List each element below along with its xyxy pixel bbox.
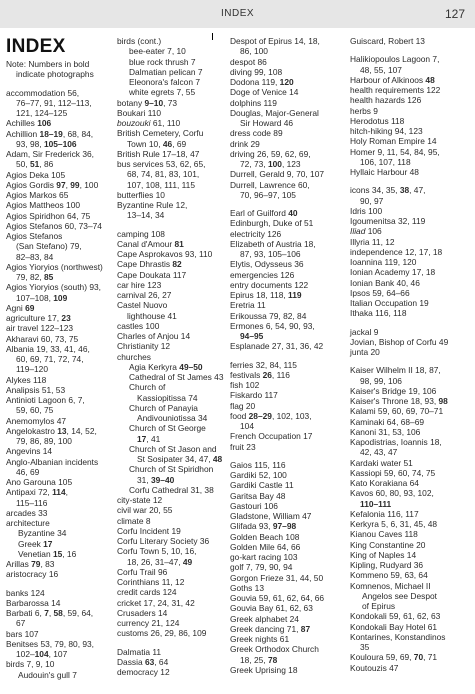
index-subentry: Venetian 15, 16 — [18, 548, 77, 559]
index-entry-continuation: 115–116 — [16, 497, 48, 508]
index-entry-continuation: 79, 82, 85 — [16, 272, 54, 282]
index-entry-continuation: Town 10, 46, 69 — [127, 138, 187, 149]
page-number: 127 — [444, 7, 465, 21]
index-entry: Greek alphabet 24 — [230, 613, 299, 624]
index-subentry: Byzantine 34 — [18, 528, 67, 539]
index-entry: Golden Beach 108 — [230, 531, 300, 542]
index-entry: carnival 26, 27 — [117, 290, 172, 300]
index-entry: Adam, Sir Frederick 36, — [6, 149, 94, 159]
index-entry: Albania 19, 33, 41, 46, — [6, 343, 90, 354]
index-entry: bus services 53, 62, 65, — [117, 159, 206, 169]
index-entry: Elytis, Odysseus 36 — [230, 259, 304, 270]
index-entry-continuation: 59, 60, 75 — [16, 405, 54, 416]
index-subentry: Agia Kerkyra 49–50 — [129, 361, 203, 372]
index-entry: Kerkyra 5, 6, 31, 45, 48 — [350, 519, 438, 529]
index-entry: Kondokali 59, 61, 62, 63 — [350, 611, 441, 622]
index-subentry: bee-eater 7, 10 — [129, 46, 186, 57]
index-entry: Cape Asprokavos 93, 110 — [117, 249, 213, 259]
index-entry: Greek Orthodox Church — [230, 644, 319, 655]
index-entry: Ithaka 116, 118 — [350, 308, 407, 319]
index-entry: Ioannina 119, 120 — [350, 257, 417, 267]
index-entry: golf 7, 79, 90, 94 — [230, 562, 293, 573]
index-subentry: Dalmatian pelican 7 — [129, 66, 203, 77]
index-entry: Kefalonia 116, 117 — [350, 508, 419, 519]
index-entry-continuation: 72, 73, 100, 123 — [240, 159, 301, 169]
index-entry-continuation: 76–77, 91, 112–113, — [16, 97, 92, 108]
index-entry: Agios Deka 105 — [6, 169, 66, 180]
index-subentry: Eleonora's falcon 7 — [129, 77, 200, 87]
index-entry: electricity 126 — [230, 228, 282, 239]
note-line: Note: Numbers in bold — [6, 59, 90, 69]
index-entry: ferries 32, 84, 115 — [230, 359, 297, 370]
index-entry: Eretria 11 — [230, 300, 266, 311]
entries-col3 — [230, 36, 334, 675]
index-entry: fruit 23 — [230, 441, 256, 452]
index-subentry: Cathedral of St James 43 — [129, 372, 224, 382]
index-entry: Gladstone, William 47 — [230, 511, 312, 521]
index-entry: Iliad 106 — [350, 226, 382, 237]
index-entry: Gorgon Frieze 31, 44, 50 — [230, 572, 324, 583]
index-entry: Boukari 110 — [117, 107, 162, 118]
spacer — [6, 80, 110, 88]
index-column-3 — [230, 36, 334, 675]
spacer — [6, 580, 110, 588]
index-entry-continuation: 42, 43, 47 — [360, 447, 398, 458]
index-entry-continuation: Sir Howard 46 — [240, 118, 294, 128]
index-entry: Corfu Literary Society 36 — [117, 536, 210, 546]
index-entry: customs 26, 29, 86, 109 — [117, 628, 207, 639]
index-column-1 — [6, 36, 110, 680]
index-entry: Ionian Academy 17, 18 — [350, 267, 436, 278]
index-subentry: Greek 17 — [18, 538, 53, 549]
index-entry-continuation: 82–83, 84 — [16, 251, 54, 262]
index-entry: Crusaders 14 — [117, 607, 168, 618]
index-entry-continuation: 119–120 — [16, 364, 48, 375]
index-entry: Guiscard, Robert 13 — [350, 36, 425, 46]
entries-col1 — [6, 88, 110, 680]
index-entry: camping 108 — [117, 228, 165, 239]
index-entry: go-kart racing 103 — [230, 552, 298, 562]
index-entry: Illyria 11, 12 — [350, 236, 395, 247]
index-entry: Agios Stefanos — [6, 231, 63, 241]
index-entry: Ermones 6, 54, 90, 93, — [230, 320, 315, 331]
index-entry: Cape Doukata 117 — [117, 269, 187, 280]
index-entry: Agios Yioryios (northwest) — [6, 261, 103, 272]
index-entry: independence 12, 17, 18 — [350, 246, 443, 257]
index-entry: Kontarines, Konstandinos — [350, 631, 446, 642]
index-entry: Agni 69 — [6, 302, 35, 313]
index-entry: hitch-hiking 94, 123 — [350, 126, 423, 136]
index-entry: French Occupation 17 — [230, 431, 313, 442]
index-entry: Ionian Bank 40, 46 — [350, 277, 420, 288]
index-entry: Angelokastro 13, 14, 52, — [6, 425, 97, 436]
index-entry: British Rule 17–18, 47 — [117, 148, 200, 159]
index-entry: Barbarossa 14 — [6, 597, 61, 608]
index-subentry: Audouin's gull 7 — [18, 669, 77, 680]
index-entry: Agios Spiridhon 64, 75 — [6, 210, 91, 221]
index-subentry-continuation: Andivouniotissa 34 — [137, 413, 208, 423]
index-entry: churches — [117, 351, 151, 362]
index-entry: Jovian, Bishop of Corfu 49 — [350, 336, 449, 347]
index-entry: Byzantine Rule 12, — [117, 200, 188, 210]
index-entry: air travel 122–123 — [6, 323, 74, 334]
header-bar — [0, 0, 475, 28]
index-entry: Erikoussa 79, 82, 84 — [230, 310, 307, 321]
index-entry-continuation: 68, 74, 81, 83, 101, — [127, 169, 200, 180]
index-entry: Kaiser's Throne 18, 93, 98 — [350, 396, 448, 406]
index-entry: fish 102 — [230, 380, 260, 390]
index-entry: Gardiki 52, 100 — [230, 470, 287, 480]
spacer — [350, 319, 470, 327]
index-entry: Hyllaic Harbour 48 — [350, 167, 419, 177]
index-entry-continuation: 46, 69 — [16, 466, 40, 477]
index-entry: Garitsa Bay 48 — [230, 490, 286, 501]
index-entry: emergencies 126 — [230, 269, 295, 280]
index-entry: Angevins 14 — [6, 446, 53, 457]
index-entry: jackal 9 — [350, 326, 379, 337]
index-entry: Idris 100 — [350, 205, 383, 216]
index-entry: car hire 123 — [117, 279, 162, 290]
index-entry: Antipaxi 72, 114, — [6, 487, 68, 498]
index-entry-continuation: 107–108, 109 — [16, 292, 68, 303]
index-entry: health requirements 122 — [350, 85, 441, 95]
index-entry: birds (cont.) — [117, 36, 162, 46]
index-entry: Christianity 12 — [117, 341, 171, 352]
index-title: INDEX — [6, 36, 66, 57]
index-entry: Kaminaki 64, 68–69 — [350, 416, 425, 427]
index-entry: cricket 17, 24, 31, 42 — [117, 597, 195, 608]
index-entry: Greek dancing 71, 87 — [230, 623, 311, 634]
index-entry: castles 100 — [117, 320, 160, 331]
index-subentry: of Epirus — [362, 601, 396, 611]
index-entry: Agios Markos 65 — [6, 190, 69, 200]
index-entry: bars 107 — [6, 628, 39, 639]
index-subentry: white egrets 7, 55 — [129, 87, 196, 98]
spacer — [230, 200, 334, 208]
index-entry: Golden Mile 64, 66 — [230, 541, 301, 552]
index-entry: botany 9–10, 73 — [117, 97, 178, 108]
index-entry: Igoumenitsa 32, 119 — [350, 216, 426, 226]
entries-col4 — [350, 36, 470, 673]
index-entry: King Constantine 20 — [350, 539, 426, 550]
index-entry: dolphins 119 — [230, 97, 277, 108]
index-entry: bouzouki 61, 110 — [117, 118, 181, 128]
index-entry: Arillas 79, 83 — [6, 559, 55, 569]
index-entry: diving 99, 108 — [230, 66, 283, 77]
index-entry: Kalami 59, 60, 69, 70–71 — [350, 406, 444, 417]
index-entry-continuation: 94–95 — [240, 331, 264, 341]
index-entry: Agios Stefanos 60, 73–74 — [6, 220, 102, 231]
index-entry: Gouvia 59, 61, 62, 64, 66 — [230, 593, 325, 603]
index-entry: Komnenos, Michael II — [350, 580, 431, 591]
index-entry: Glifada 93, 97–98 — [230, 521, 297, 532]
index-entry: King of Naples 14 — [350, 549, 417, 560]
index-entry: dress code 89 — [230, 128, 283, 139]
index-entry-continuation: 67 — [16, 618, 26, 629]
index-entry: Anemomylos 47 — [6, 415, 67, 426]
spacer — [230, 352, 334, 360]
index-subentry: Corfu Cathedral 31, 38 — [129, 484, 214, 495]
index-entry: Kanoni 31, 53, 106 — [350, 426, 421, 437]
entries-col2 — [117, 36, 224, 677]
index-subentry-continuation: Kassiopitissa 74 — [137, 392, 198, 403]
text-cursor — [212, 33, 213, 40]
index-column-4 — [350, 36, 470, 673]
index-entry: icons 34, 35, 38, 47, — [350, 185, 426, 196]
index-entry: Antinioti Lagoon 6, 7, — [6, 395, 85, 405]
index-entry: despot 86 — [230, 56, 267, 67]
index-entry: Earl of Guilford 40 — [230, 208, 298, 218]
index-entry: Agios Mattheos 100 — [6, 200, 81, 211]
index-entry: Kavos 60, 80, 93, 102, — [350, 488, 434, 499]
index-entry: Charles of Anjou 14 — [117, 331, 191, 341]
index-entry: Kommeno 59, 63, 64 — [350, 570, 428, 581]
index-entry: Cape Dhrastis 82 — [117, 259, 182, 270]
index-entry-continuation: 93, 98, 105–106 — [16, 138, 77, 149]
index-entry: Dassia 63, 64 — [117, 656, 169, 667]
index-entry: Goths 13 — [230, 582, 264, 593]
index-entry: climate 8 — [117, 515, 151, 526]
index-subentry: Church of St Jason and — [129, 443, 217, 454]
index-subentry: Church of Panayia — [129, 402, 198, 413]
index-entry: entry documents 122 — [230, 279, 309, 290]
index-entry: Kassiopi 59, 60, 74, 75 — [350, 467, 436, 478]
index-entry-continuation: 102–104, 107 — [16, 649, 68, 659]
index-subentry: Church of — [129, 382, 166, 393]
index-entry-continuation: lighthouse 41 — [127, 310, 177, 321]
index-entry: Achilles 106 — [6, 118, 52, 129]
index-entry: Italian Occupation 19 — [350, 298, 429, 308]
index-entry: Gouvia Bay 61, 62, 63 — [230, 603, 313, 614]
index-entry: food 28–29, 102, 103, — [230, 410, 312, 421]
index-entry-continuation: 48, 55, 107 — [360, 64, 402, 75]
index-entry-continuation: 79, 86, 89, 100 — [16, 436, 72, 446]
index-subentry-continuation: 17, 41 — [137, 433, 161, 444]
index-entry: Edinburgh, Duke of 51 — [230, 218, 314, 229]
index-entry: Kondokali Bay Hotel 61 — [350, 621, 438, 632]
index-entry: Kaiser Wilhelm II 18, 87, — [350, 365, 441, 376]
index-entry: health hazards 126 — [350, 95, 422, 106]
index-entry: Agios Yioryios (south) 93, — [6, 282, 101, 293]
index-entry: Douglas, Major-General — [230, 107, 319, 118]
index-entry-continuation: 90, 97 — [360, 195, 384, 206]
index-subentry: blue rock thrush 7 — [129, 56, 196, 67]
index-entry: Corfu Trail 96 — [117, 566, 168, 577]
index-entry-continuation: 98, 99, 106 — [360, 375, 402, 386]
index-entry: Fiskardo 117 — [230, 390, 278, 401]
index-entry-continuation: 110–111 — [360, 498, 392, 509]
index-entry: democracy 12 — [117, 667, 170, 677]
index-entry: Epirus 18, 118, 119 — [230, 290, 302, 300]
index-entry-continuation: 13–14, 34 — [127, 210, 165, 221]
index-entry: Castel Nuovo — [117, 300, 168, 311]
index-subentry-continuation: 31, 39–40 — [137, 474, 175, 485]
index-entry: British Cemetery, Corfu — [117, 128, 204, 139]
index-entry: Barbati 6, 7, 58, 59, 64, — [6, 608, 94, 618]
spacer — [230, 452, 334, 460]
index-entry: city-state 12 — [117, 495, 163, 505]
index-entry: Corfu Incident 19 — [117, 525, 181, 536]
index-entry-continuation: 107, 108, 111, 115 — [127, 179, 195, 190]
index-entry-continuation: (San Stefano) 79, — [16, 241, 82, 252]
index-entry: Alykes 118 — [6, 374, 47, 385]
index-entry: birds 7, 9, 10 — [6, 659, 55, 670]
index-entry: Dalmatia 11 — [117, 646, 162, 657]
index-entry: festivals 26, 116 — [230, 369, 290, 380]
index-column-2 — [117, 36, 224, 677]
index-entry: Canal d'Amour 81 — [117, 238, 184, 249]
index-entry: Gardiki Castle 11 — [230, 480, 294, 491]
index-entry: currency 21, 124 — [117, 618, 180, 628]
index-entry: credit cards 124 — [117, 587, 177, 598]
index-entry: Gaios 115, 116 — [230, 459, 286, 470]
index-entry: junta 20 — [350, 347, 380, 357]
index-entry-continuation: 50, 51, 86 — [16, 159, 54, 170]
index-entry: Halikiopoulos Lagoon 7, — [350, 54, 440, 65]
spacer — [350, 177, 470, 185]
index-entry: banks 124 — [6, 587, 45, 598]
index-entry: flag 20 — [230, 400, 256, 411]
index-entry-continuation: 87, 93, 105–106 — [240, 249, 301, 259]
index-entry: Kaiser's Bridge 19, 106 — [350, 385, 437, 396]
index-entry: Corinthians 11, 12 — [117, 577, 185, 587]
index-entry: Ano Garouna 105 — [6, 477, 73, 487]
index-entry: Anglo-Albanian incidents — [6, 456, 99, 467]
index-entry-continuation: 18, 26, 31–47, 49 — [127, 556, 193, 567]
index-entry: Kipling, Rudyard 36 — [350, 560, 424, 570]
index-entry: butterflies 10 — [117, 189, 165, 200]
index-entry: Elizabeth of Austria 18, — [230, 238, 316, 249]
index-entry: Kapodistrias, Ioannis 18, — [350, 437, 442, 447]
index-subentry-continuation: St Sosipater 34, 47, 48 — [137, 454, 223, 464]
index-entry-continuation: 106, 107, 118 — [360, 156, 411, 167]
index-entry: Koutouzis 47 — [350, 662, 399, 673]
index-entry: Durrell, Gerald 9, 70, 107 — [230, 169, 325, 180]
index-entry-continuation: 104 — [240, 421, 254, 431]
index-entry: herbs 9 — [350, 105, 378, 116]
note-line: indicate photographs — [16, 69, 94, 80]
spacer — [350, 46, 470, 54]
index-entry: Homer 9, 11, 54, 84, 95, — [350, 146, 440, 157]
index-entry: arcades 33 — [6, 507, 48, 518]
bold-note — [6, 59, 110, 80]
index-entry: Akharavi 60, 73, 75 — [6, 333, 79, 344]
index-entry: Achillion 18–19, 68, 84, — [6, 128, 94, 139]
index-entry-continuation: 70, 96–97, 105 — [240, 189, 296, 200]
index-entry: Benitses 53, 79, 80, 93, — [6, 638, 94, 649]
index-entry: Greek Uprising 18 — [230, 664, 298, 675]
index-entry: aristocracy 16 — [6, 569, 59, 580]
index-entry: Kouloura 59, 69, 70, 71 — [350, 652, 438, 663]
index-entry: accommodation 56, — [6, 87, 80, 98]
index-entry-continuation: 18, 25, 78 — [240, 654, 278, 665]
index-entry: Kato Korakiana 64 — [350, 478, 419, 488]
running-header: INDEX — [220, 8, 255, 19]
index-entry: Kardaki water 51 — [350, 457, 413, 468]
index-entry: architecture — [6, 518, 50, 528]
index-entry: drink 29 — [230, 138, 260, 149]
index-entry: Greek nights 61 — [230, 634, 290, 644]
index-entry: Kianou Caves 118 — [350, 529, 418, 540]
index-entry-continuation: 121, 124–125 — [16, 108, 68, 118]
spacer — [117, 639, 221, 647]
index-entry: Agios Gordis 97, 99, 100 — [6, 179, 99, 190]
index-entry: Despot of Epirus 14, 18, — [230, 36, 320, 46]
spacer — [117, 221, 221, 229]
index-entry: Gastouri 106 — [230, 500, 278, 511]
index-entry: Corfu Town 5, 10, 16, — [117, 546, 197, 557]
spacer — [350, 357, 470, 365]
index-subentry: Angelos see Despot — [362, 590, 437, 601]
index-entry: civil war 20, 55 — [117, 505, 173, 516]
index-entry-continuation: 35 — [360, 642, 370, 652]
index-entry-continuation: 60, 69, 71, 72, 74, — [16, 354, 84, 364]
index-entry: Ipsos 59, 64–66 — [350, 287, 410, 298]
index-entry: Dodona 119, 120 — [230, 77, 294, 87]
index-entry: Esplanade 27, 31, 36, 42 — [230, 341, 324, 352]
index-entry: Durrell, Lawrence 60, — [230, 179, 310, 190]
index-entry: Doge of Venice 14 — [230, 87, 299, 98]
index-entry-continuation: 86, 100 — [240, 46, 268, 57]
index-subentry: Church of St Spiridhon — [129, 464, 214, 475]
index-entry: Herodotus 118 — [350, 115, 405, 126]
index-entry: agriculture 17, 23 — [6, 313, 71, 323]
index-entry: driving 26, 59, 62, 69, — [230, 148, 311, 159]
index-entry: Harbour of Alkinoos 48 — [350, 74, 435, 85]
index-entry: Holy Roman Empire 14 — [350, 136, 437, 147]
index-entry: Analipsis 51, 53 — [6, 384, 66, 395]
index-subentry: Church of St George — [129, 423, 206, 434]
